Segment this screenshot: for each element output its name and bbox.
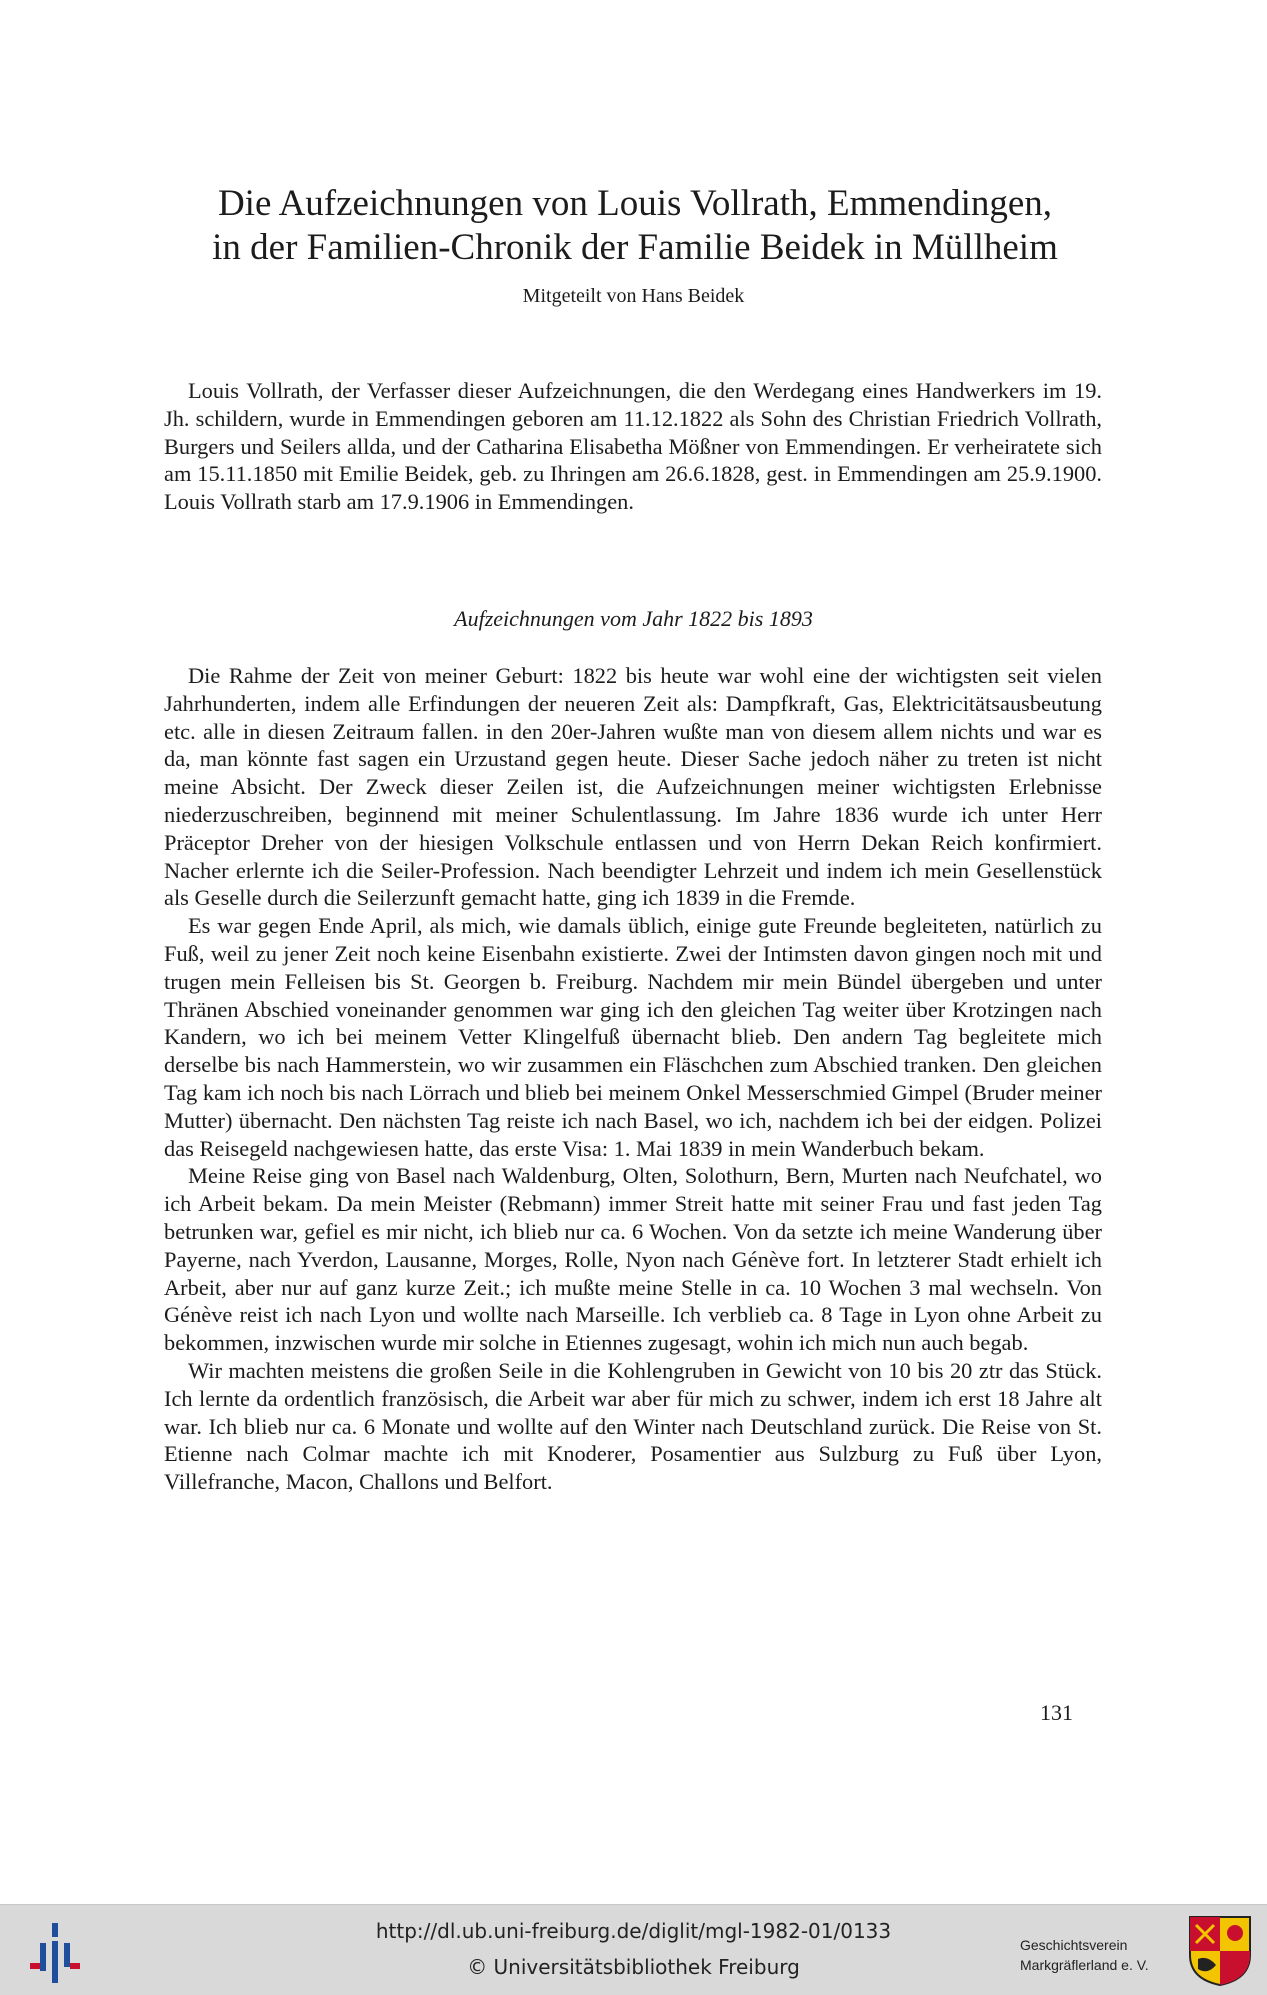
paragraph-3: Meine Reise ging von Basel nach Waldenburg, Olten, Solothurn, Bern, Murten nach Neufchatel, wo ich Arbeit bekam. Da mein Meister (Rebmann) immer Streit hatte mit seiner Frau und fast jeden Tag betrunken war, gefiel es mir nicht, ich blieb nur ca. 6 Wochen. Von da setzte ich meine Wanderung über Payerne, nach Yverdon, Lausanne, Morges, Rolle, Nyon nach Génève fort. In letzterer Stadt erhielt ich Arbeit, aber nur auf ganz kurze Zeit.; ich mußte meine Stelle in ca. 10 Wochen 3 mal wechseln. Von Génève reist ich nach Lyon und wollte nach Marseille. Ich verblieb ca. 8 Tage in Lyon ohne Arbeit zu bekommen, inzwischen wurde mir solche in Etiennes zugesagt, wohin ich mich nun auch begab. <box>164 1163 1102 1356</box>
organization-line-2: Markgräflerland e. V. <box>1020 1957 1149 1973</box>
document-url-link[interactable]: http://dl.ub.uni-freiburg.de/diglit/mgl-1982-01/0133 <box>375 1919 892 1943</box>
intro-paragraph <box>164 377 1102 516</box>
byline: Mitgeteilt von Hans Beidek <box>522 285 745 307</box>
paragraph-2: Es war gegen Ende April, als mich, wie damals üblich, einige gute Freunde begleiteten, natürlich zu Fuß, weil zu jener Zeit noch keine Eisenbahn existierte. Zwei der Intimsten davon gingen noch mit und trugen mein Felleisen bis St. Georgen b. Freiburg. Nachdem mir mein Bündel übergeben und unter Thränen Abschied voneinander genommen war ging ich den gleichen Tag weiter über Krotzingen nach Kandern, wo ich bei meinem Vetter Klingelfuß übernacht blieb. Den andern Tag begleitete mich derselbe bis nach Hammerstein, wo wir zusammen ein Fläschchen zum Abschied tranken. Den gleichen Tag kam ich noch bis nach Lörrach und blieb bei meinem Onkel Messerschmied Gimpel (Bruder meiner Mutter) übernacht. Den nächsten Tag reiste ich nach Basel, wo ich, nachdem ich bei der eidgen. Polizei das Reisegeld nachgewiesen hatte, das erste Visa: 1. Mai 1839 in mein Wanderbuch bekam. <box>164 913 1102 1161</box>
coat-of-arms-icon <box>1188 1915 1252 1987</box>
footer-bar <box>0 1904 1267 1995</box>
section-heading: Aufzeichnungen vom Jahr 1822 bis 1893 <box>454 606 813 631</box>
organization-name <box>1020 1935 1149 1975</box>
intro-text: Louis Vollrath, der Verfasser dieser Aufzeichnungen, die den Werdegang eines Handwerkers im 19. Jh. schildern, wurde in Emmendingen geboren am 11.12.1822 als Sohn des Christian Friedrich Vollrath, Burgers und Seilers allda, und der Catharina Elisabetha Mößner von Emmendingen. Er verheiratete sich am 15.11.1850 mit Emilie Beidek, geb. zu Ihringen am 26.6.1828, gest. in Emmendingen am 25.9.1900. Louis Vollrath starb am 17.9.1906 in Emmendingen. <box>164 378 1102 515</box>
body-text <box>164 662 1102 1496</box>
copyright-text: © Universitätsbibliothek Freiburg <box>467 1955 800 1979</box>
paragraph-4: Wir machten meistens die großen Seile in die Kohlengruben in Gewicht von 10 bis 20 ztr das Stück. Ich lernte da ordentlich französisch, die Arbeit war aber für mich zu schwer, indem ich erst 18 Jahre alt war. Ich blieb nur ca. 6 Monate und wollte auf den Winter nach Deutschland zurück. Die Reise von St. Etienne nach Colmar machte ich mit Knoderer, Posamentier aus Sulzburg zu Fuß über Lyon, Villefranche, Macon, Challons und Belfort. <box>164 1357 1102 1495</box>
article-title <box>150 182 1120 270</box>
organization-line-1: Geschichtsverein <box>1020 1937 1128 1953</box>
title-line-2: in der Familien-Chronik der Familie Beidek in Müllheim <box>212 227 1058 268</box>
paragraph-1: Die Rahme der Zeit von meiner Geburt: 1822 bis heute war wohl eine der wichtigsten seit vielen Jahrhunderten, indem alle Erfindungen der neueren Zeit als: Dampfkraft, Gas, Elektricitätsausbeutung etc. alle in diesen Zeitraum fallen. in den 20er-Jahren wußte man von diesem allem nichts und war es da, man könnte fast sagen ein Urzustand gegen heute. Dieser Sache jedoch näher zu treten ist nicht meine Absicht. Der Zweck dieser Zeilen ist, die Aufzeichnungen meiner wichtigsten Erlebnisse niederzuschreiben, beginnend mit meiner Schulentlassung. Im Jahre 1836 wurde ich unter Herr Präceptor Dreher von der hiesigen Volkschule entlassen und von Herrn Dekan Reich konfirmiert. Nacher erlernte ich die Seiler-Profession. Nach beendigter Lehrzeit und indem ich mein Gesellenstück als Geselle durch die Seilerzunft gemacht hatte, ging ich 1839 in die Fremde. <box>164 663 1102 911</box>
page-number: 131 <box>1040 1700 1073 1725</box>
title-line-1: Die Aufzeichnungen von Louis Vollrath, Emmendingen, <box>217 183 1053 224</box>
